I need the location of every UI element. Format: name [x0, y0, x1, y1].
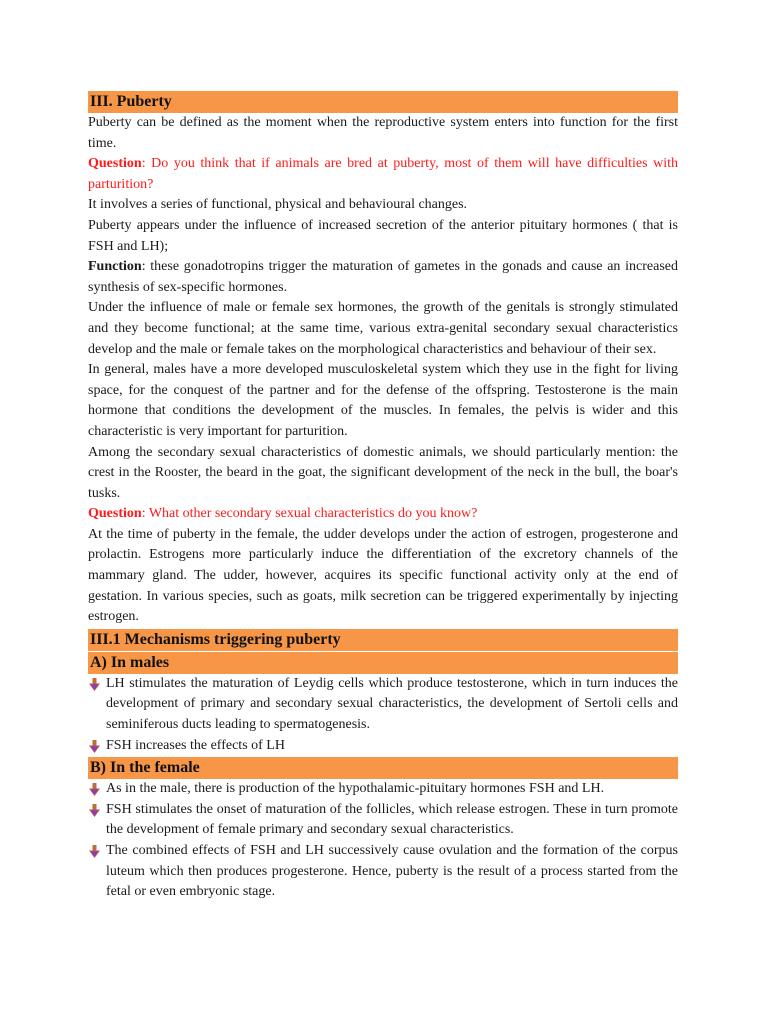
down-arrow-icon [89, 783, 100, 796]
question-2-text: : What other secondary sexual characteristics do you know? [141, 506, 478, 522]
list-item [88, 841, 678, 903]
function-text: : these gonadotropins trigger the maturation of gametes in the gonads and cause an increased synthesis of sex-specific hormones. [88, 259, 678, 295]
question-1 [88, 154, 678, 195]
list-item [88, 800, 678, 841]
question-2-label: Question [88, 506, 142, 522]
function-label: Function [88, 259, 142, 275]
document-page [88, 91, 678, 903]
heading-mechanisms: III.1 Mechanisms triggering puberty [88, 629, 678, 651]
paragraph-changes: It involves a series of functional, physical and behavioural changes. [88, 197, 468, 213]
list-item [88, 736, 678, 757]
list-item [88, 674, 678, 736]
paragraph-definition: Puberty can be defined as the moment when the reproductive system enters into function for the first time. [88, 115, 678, 151]
list-item-text: The combined effects of FSH and LH successively cause ovulation and the formation of the corpus luteum which then produces progesterone. Hence, puberty is the result of a process started from the fetal or even embryonic stage. [106, 843, 678, 900]
paragraph-sex-hormones: Under the influence of male or female sex hormones, the growth of the genitals is strongly stimulated and they become functional; at the same time, various extra-genital secondary sexual characteristics develop and the male or female takes on the morphological characteristics and behaviour of their sex. [88, 300, 678, 357]
paragraph-function [88, 257, 678, 298]
question-2 [88, 504, 678, 525]
paragraph-udder: At the time of puberty in the female, the udder develops under the action of estrogen, progesterone and prolactin. Estrogens more particularly induce the differentiation of the excretory channels of the mammary gland. The udder, however, acquires its specific functional activity only at the end of gestation. In various species, such as goats, milk secretion can be triggered experimentally by injecting estrogen. [88, 526, 678, 625]
list-item-text: FSH increases the effects of LH [106, 737, 285, 753]
female-bullet-list [88, 779, 678, 903]
heading-in-female: B) In the female [88, 757, 678, 779]
list-item-text: As in the male, there is production of the hypothalamic-pituitary hormones FSH and LH. [106, 781, 605, 797]
down-arrow-icon [89, 740, 100, 753]
question-1-text: : Do you think that if animals are bred at puberty, most of them will have difficulties with parturition? [88, 156, 678, 192]
down-arrow-icon [89, 804, 100, 817]
heading-in-males: A) In males [88, 652, 678, 674]
males-bullet-list [88, 674, 678, 756]
heading-puberty: III. Puberty [88, 91, 678, 113]
paragraph-males-musculoskeletal: In general, males have a more developed musculoskeletal system which they use in the fight for living space, for the conquest of the partner and for the defense of the offspring. Testosterone is the main hormone that conditions the development of the muscles. In females, the pelvis is wider and this characteristic is very important for parturition. [88, 362, 678, 439]
question-1-label: Question [88, 156, 142, 172]
paragraph-secondary-characteristics: Among the secondary sexual characteristics of domestic animals, we should particularly mention: the crest in the Rooster, the beard in the goat, the significant development of the neck in the bull, the boar's tusks. [88, 444, 678, 501]
list-item-text: FSH stimulates the onset of maturation of the follicles, which release estrogen. These in turn promote the development of female primary and secondary sexual characteristics. [106, 801, 678, 838]
down-arrow-icon [89, 678, 100, 691]
list-item-text: LH stimulates the maturation of Leydig cells which produce testosterone, which in turn induces the development of primary and secondary sexual characteristics, the development of Sertoli cells and seminiferous ducts leading to spermatogenesis. [106, 675, 678, 733]
list-item [88, 779, 678, 800]
paragraph-hormones: Puberty appears under the influence of increased secretion of the anterior pituitary hormones ( that is FSH and LH); [88, 217, 678, 254]
down-arrow-icon [89, 845, 100, 858]
